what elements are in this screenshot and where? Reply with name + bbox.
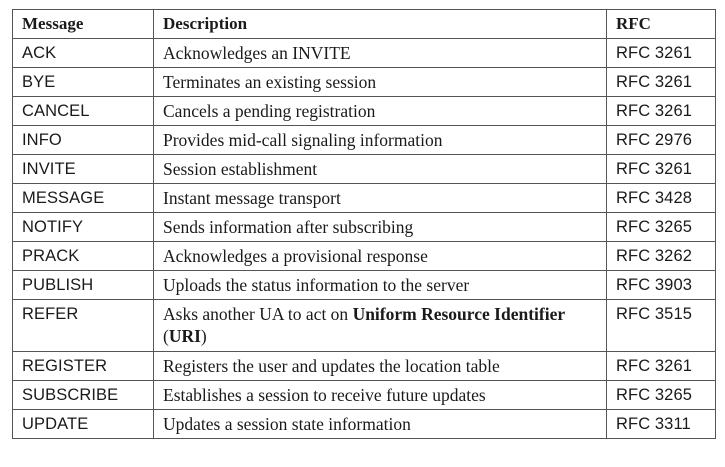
- table-row: [13, 126, 716, 155]
- rfc-cell: RFC 3265: [607, 213, 716, 242]
- uri-term: Uniform Resource Identifier: [352, 304, 566, 324]
- description-cell: [154, 300, 607, 352]
- table-row: [13, 300, 716, 352]
- description-cell: Session establishment: [154, 155, 607, 184]
- message-cell: BYE: [13, 68, 154, 97]
- message-cell: MESSAGE: [13, 184, 154, 213]
- rfc-cell: RFC 3428: [607, 184, 716, 213]
- description-text: (: [163, 326, 169, 346]
- message-cell: NOTIFY: [13, 213, 154, 242]
- rfc-cell: RFC 3311: [607, 410, 716, 439]
- message-cell: UPDATE: [13, 410, 154, 439]
- description-cell: Updates a session state information: [154, 410, 607, 439]
- description-cell: Provides mid-call signaling information: [154, 126, 607, 155]
- message-cell: SUBSCRIBE: [13, 381, 154, 410]
- uri-abbreviation: URI: [168, 326, 201, 346]
- table-row: [13, 352, 716, 381]
- table-row: [13, 68, 716, 97]
- table-row: [13, 184, 716, 213]
- description-cell: Instant message transport: [154, 184, 607, 213]
- description-text: ): [200, 326, 207, 346]
- rfc-cell: RFC 2976: [607, 126, 716, 155]
- table-row: [13, 271, 716, 300]
- message-cell: PUBLISH: [13, 271, 154, 300]
- table-header-row: [13, 10, 716, 39]
- description-cell: Cancels a pending registration: [154, 97, 607, 126]
- table-row: [13, 155, 716, 184]
- description-cell: Registers the user and updates the location table: [154, 352, 607, 381]
- message-cell: INVITE: [13, 155, 154, 184]
- message-cell: REGISTER: [13, 352, 154, 381]
- description-cell: Uploads the status information to the server: [154, 271, 607, 300]
- description-cell: Terminates an existing session: [154, 68, 607, 97]
- sip-messages-table: [12, 9, 716, 439]
- rfc-cell: RFC 3261: [607, 155, 716, 184]
- message-cell: INFO: [13, 126, 154, 155]
- message-cell: CANCEL: [13, 97, 154, 126]
- rfc-cell: RFC 3515: [607, 300, 716, 352]
- description-cell: Acknowledges an INVITE: [154, 39, 607, 68]
- table-row: [13, 381, 716, 410]
- rfc-cell: RFC 3903: [607, 271, 716, 300]
- rfc-cell: RFC 3261: [607, 39, 716, 68]
- table-row: [13, 410, 716, 439]
- header-message: Message: [13, 10, 154, 39]
- description-text: Asks another UA to act on: [163, 304, 353, 324]
- table-row: [13, 39, 716, 68]
- header-rfc: RFC: [607, 10, 716, 39]
- description-cell: Acknowledges a provisional response: [154, 242, 607, 271]
- rfc-cell: RFC 3262: [607, 242, 716, 271]
- description-cell: Sends information after subscribing: [154, 213, 607, 242]
- table-row: [13, 213, 716, 242]
- table-row: [13, 242, 716, 271]
- message-cell: PRACK: [13, 242, 154, 271]
- rfc-cell: RFC 3261: [607, 352, 716, 381]
- rfc-cell: RFC 3261: [607, 97, 716, 126]
- message-cell: REFER: [13, 300, 154, 352]
- description-cell: Establishes a session to receive future updates: [154, 381, 607, 410]
- table-row: [13, 97, 716, 126]
- rfc-cell: RFC 3265: [607, 381, 716, 410]
- header-description: Description: [154, 10, 607, 39]
- rfc-cell: RFC 3261: [607, 68, 716, 97]
- message-cell: ACK: [13, 39, 154, 68]
